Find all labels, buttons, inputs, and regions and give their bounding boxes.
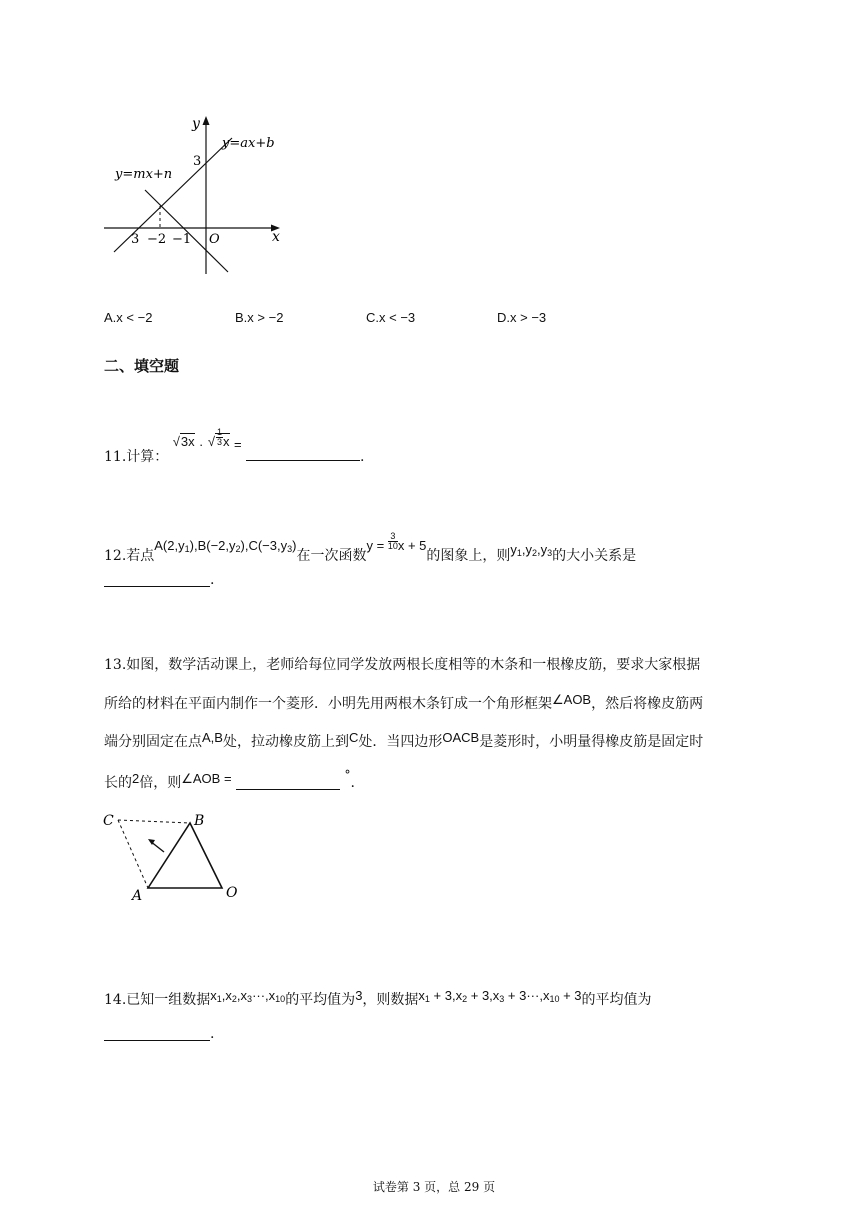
- section-title: 二、填空题: [104, 357, 180, 375]
- rhombus-figure: [98, 808, 248, 908]
- question-13-line1: 13.如图，数学活动课上，老师给每位同学发放两根长度相等的木条和一根橡皮筋，要求大家根据: [104, 657, 701, 673]
- question-12-answer: .: [104, 572, 214, 588]
- q11-prefix: 11.计算：: [104, 449, 169, 465]
- option-a[interactable]: A.x < −2: [104, 310, 153, 325]
- x-axis-label: x: [272, 229, 280, 245]
- question-14: 14.已知一组数据$x_1,x_2,x_3\cdot\cdot\cdot,x_{10}$的平均值为3，则数据$x_1 + 3,x_2 + 3,x_3 + 3\cdot\cdot\cdot,x_{10} + 3$的平均值为: [104, 988, 652, 1008]
- question-13-line3: 端分别固定在点A,B处，拉动橡皮筋上到C处．当四边形OACB是菱形时，小明量得橡皮筋是固定时: [104, 730, 704, 750]
- label-b: B: [194, 813, 205, 829]
- line-mx-n: [145, 190, 228, 272]
- q11-root1: √3x: [172, 434, 195, 449]
- q12-function: y = $\frac{3}{10}$ x + 5: [366, 531, 427, 553]
- y-tick-3: 3: [193, 154, 202, 169]
- q14-data-set: $x_1,x_2,x_3\cdot\cdot\cdot,x_{10}$: [210, 988, 286, 1004]
- dashed-cb: [118, 820, 190, 823]
- page-footer: 试卷第 3 页，总 29 页: [372, 1180, 496, 1194]
- y-axis-label: y: [192, 116, 200, 132]
- option-d[interactable]: D.x > −3: [497, 310, 547, 325]
- option-b[interactable]: B.x > −2: [235, 310, 284, 325]
- q12-points: $A(2,y_1),B(-2,y_2),C(-3,y_3)$: [154, 538, 297, 554]
- question-14-answer: .: [104, 1026, 214, 1042]
- label-a: A: [132, 888, 143, 904]
- x-tick-neg2: −2: [147, 232, 167, 247]
- triangle-abo: [148, 823, 222, 888]
- question-13-line4: 长的2倍，则∠AOB = °.: [104, 768, 355, 791]
- q12-vars: $y_1,y_2,y_3$: [510, 542, 553, 558]
- origin-label: O: [209, 232, 220, 247]
- q14-answer-blank[interactable]: [104, 1026, 210, 1041]
- q11-dot: ·: [199, 437, 204, 452]
- dashed-ca: [118, 820, 148, 888]
- function-graph: [100, 110, 290, 280]
- x-tick-neg1: −1: [172, 232, 192, 247]
- q14-new-data: $x_1 + 3,x_2 + 3,x_3 + 3\cdot\cdot\cdot,x_{10} + 3$: [418, 988, 582, 1004]
- q11-answer-blank[interactable]: [246, 446, 360, 461]
- q13-answer-blank[interactable]: [236, 775, 340, 790]
- q11-root2: √ $\frac{1}{3}$ x: [207, 427, 230, 449]
- question-12: 12.若点$A(2,y_1),B(-2,y_2),C(-3,y_3)$在一次函数y = $\frac{3}{10}$ x + 5的图象上，则$y_1,y_2,y_3$的大小关系是: [104, 531, 637, 564]
- q11-equals: =: [233, 437, 242, 452]
- line2-label: y=mx+n: [115, 167, 173, 182]
- question-13-line2: 所给的材料在平面内制作一个菱形．小明先用两根木条钉成一个角形框架∠AOB，然后将橡皮筋两: [104, 692, 704, 712]
- label-o: O: [226, 885, 238, 901]
- option-c[interactable]: C.x < −3: [366, 310, 416, 325]
- y-axis-arrow: [203, 116, 210, 125]
- line1-label: y=ax+b: [222, 136, 275, 151]
- question-11: 11.计算： √3x · √ $\frac{1}{3}$ x = .: [104, 427, 365, 465]
- x-tick-neg3: 3: [131, 232, 140, 247]
- q12-answer-blank[interactable]: [104, 572, 210, 587]
- label-c: C: [103, 813, 114, 829]
